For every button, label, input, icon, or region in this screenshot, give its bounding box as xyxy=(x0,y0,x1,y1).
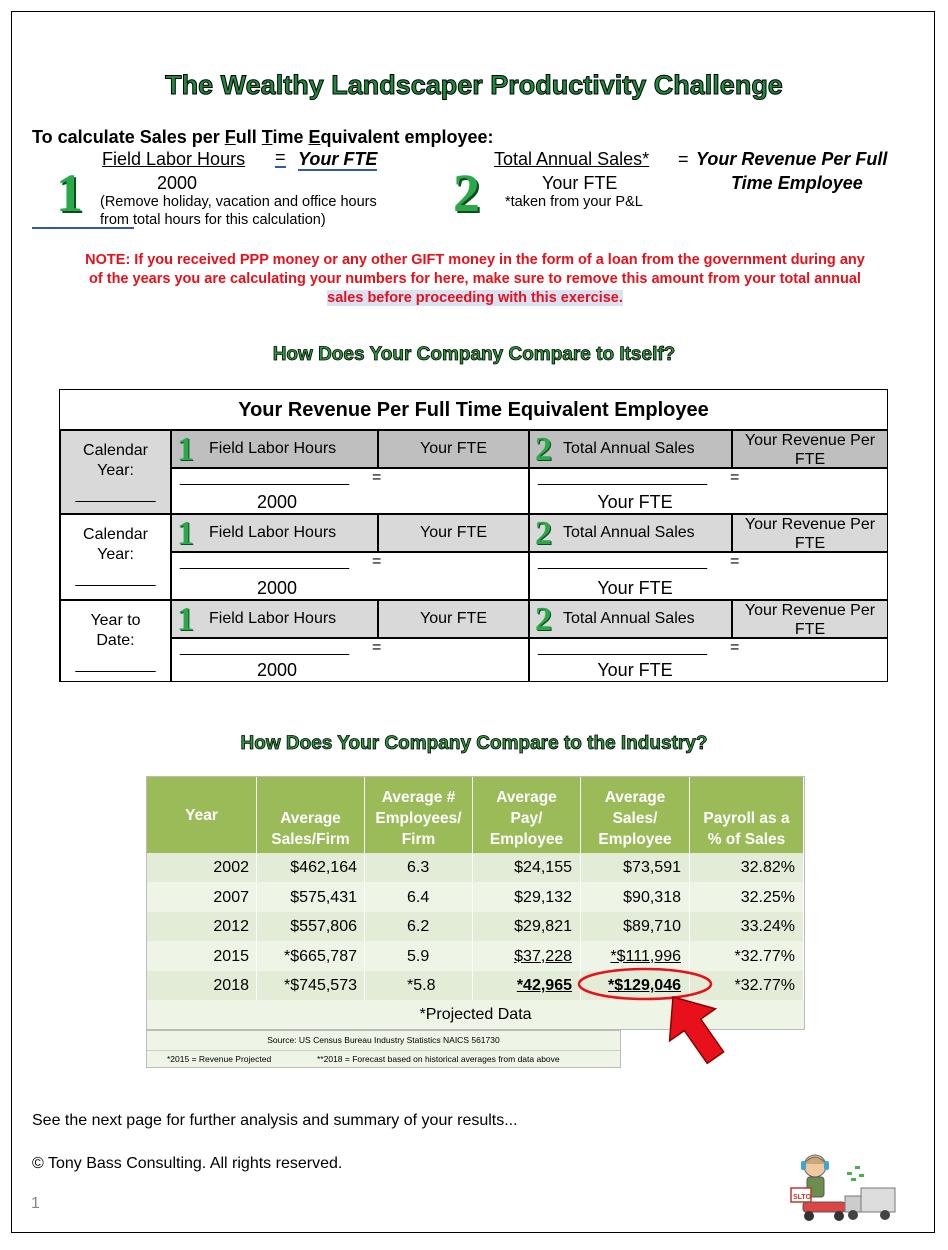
header-line: Year xyxy=(185,806,218,824)
table-cell: 32.82% xyxy=(690,853,804,882)
equals-sign: = xyxy=(372,553,382,570)
formula-denominator: 2000 xyxy=(256,660,298,680)
blank-line[interactable]: ___________________ xyxy=(180,639,350,656)
step-1-number: 1 xyxy=(177,601,194,638)
table-cell: *5.8 xyxy=(365,971,473,1000)
formula-denominator: Your FTE xyxy=(597,578,673,598)
step1-numerator: Field Labor Hours xyxy=(102,149,246,169)
revenue-per-fte-label-line1: Your Revenue Per xyxy=(744,602,876,619)
header-line: Employees/ xyxy=(375,810,462,827)
table-cell: $24,155 xyxy=(473,853,581,882)
header-line: Employee xyxy=(489,831,564,848)
table-cell: 6.3 xyxy=(365,853,473,882)
header-line: Average xyxy=(496,789,557,806)
step-2-number: 2 xyxy=(535,601,552,638)
step-1-number: 1 xyxy=(56,163,83,223)
logo-badge-text: SLTO xyxy=(793,1194,812,1201)
field-labor-hours-label: Field Labor Hours xyxy=(209,440,337,457)
formula-denominator: Your FTE xyxy=(597,660,673,680)
industry-column-header xyxy=(581,777,690,853)
step1-note-line1: (Remove holiday, vacation and office hours xyxy=(100,194,377,210)
fte-formula-cell[interactable] xyxy=(171,638,529,682)
revenue-per-fte-header xyxy=(732,600,888,638)
revenue-per-fte-label-line2: FTE xyxy=(794,451,826,468)
table-cell: 33.24% xyxy=(690,912,804,941)
formula-denominator: Your FTE xyxy=(597,492,673,512)
step1-denominator: 2000 xyxy=(157,173,198,193)
fte-formula-cell[interactable] xyxy=(171,552,529,600)
table-cell: *$665,787 xyxy=(257,942,365,971)
row-label-line1: Calendar xyxy=(83,442,148,459)
revenue-per-fte-label-line1: Your Revenue Per xyxy=(744,432,876,449)
note-line2: of the years you are calculating your numbers for here, make sure to remove this amount from your total annual xyxy=(89,271,861,287)
header-line: Average # xyxy=(381,789,456,806)
row-label-cell xyxy=(60,514,171,600)
formula-denominator: 2000 xyxy=(256,492,298,512)
table-cell: 2012 xyxy=(147,912,257,941)
step-1-number: 1 xyxy=(177,431,194,468)
copyright-text: © Tony Bass Consulting. All rights reserved. xyxy=(32,1155,343,1172)
total-annual-sales-label: Total Annual Sales xyxy=(563,440,695,457)
equals-sign: = xyxy=(372,469,382,486)
intro-heading: To calculate Sales per Full Time Equivalent employee: xyxy=(32,127,494,147)
row-label-line1: Calendar xyxy=(83,526,148,543)
industry-column-header xyxy=(147,777,257,853)
blank-line[interactable]: ___________________ xyxy=(180,469,350,486)
revenue-per-fte-label-line1: Your Revenue Per xyxy=(744,516,876,533)
step2-denominator: Your FTE xyxy=(542,173,618,193)
table-cell: *$745,573 xyxy=(257,971,365,1000)
equals-sign: = xyxy=(372,639,382,656)
total-annual-sales-header xyxy=(529,514,732,552)
revenue-table-header: Your Revenue Per Full Time Equivalent Employee xyxy=(60,390,887,430)
table-cell: $89,710 xyxy=(581,912,690,941)
revenue-formula-cell[interactable] xyxy=(529,638,888,682)
blank-line[interactable]: ___________________ xyxy=(180,553,350,570)
industry-column-header xyxy=(257,777,365,853)
revenue-formula-cell[interactable] xyxy=(529,468,888,514)
field-labor-hours-header xyxy=(171,514,378,552)
table-cell: 2007 xyxy=(147,883,257,912)
row-year-blank[interactable]: _________ xyxy=(75,656,156,673)
field-labor-hours-label: Field Labor Hours xyxy=(209,610,337,627)
step2-result-line2: Time Employee xyxy=(731,173,863,193)
table-cell: $557,806 xyxy=(257,912,365,941)
table-cell: $462,164 xyxy=(257,853,365,882)
projected-data-note: *Projected Data xyxy=(419,1006,532,1023)
blank-line[interactable]: ___________________ xyxy=(538,639,708,656)
step1-note-line2: from total hours for this calculation) xyxy=(100,212,326,228)
industry-column-header xyxy=(473,777,581,853)
field-labor-hours-header xyxy=(171,430,378,468)
page-number: 1 xyxy=(31,1195,40,1212)
ppp-note xyxy=(30,251,920,308)
header-line: Sales/ xyxy=(612,810,658,827)
row-year-blank[interactable]: _________ xyxy=(75,486,156,503)
total-annual-sales-header xyxy=(529,430,732,468)
step-2-number: 2 xyxy=(453,163,480,223)
table-row xyxy=(147,912,804,941)
total-annual-sales-header xyxy=(529,600,732,638)
table-cell: 6.4 xyxy=(365,883,473,912)
section-compare-itself-title: How Does Your Company Compare to Itself? xyxy=(272,344,676,365)
industry-source-box xyxy=(146,1030,621,1068)
table-row xyxy=(147,853,804,882)
industry-column-header xyxy=(690,777,804,853)
row-label-line1: Year to xyxy=(90,612,141,629)
row-label-cell xyxy=(60,430,171,514)
step1-note-underline xyxy=(32,227,134,229)
step2-numerator: Total Annual Sales* xyxy=(494,149,650,169)
step2-note: *taken from your P&L xyxy=(505,194,643,210)
table-cell: *32.77% xyxy=(690,942,804,971)
footnote-2015: *2015 = Revenue Projected xyxy=(167,1054,272,1064)
row-label-cell xyxy=(60,600,171,682)
header-line: Payroll as a xyxy=(703,810,790,827)
highlight-annotation xyxy=(570,962,750,1082)
industry-source: Source: US Census Bureau Industry Statistics NAICS 561730 xyxy=(267,1035,500,1045)
table-row xyxy=(147,883,804,912)
formula-denominator: 2000 xyxy=(256,578,298,598)
table-cell: $90,318 xyxy=(581,883,690,912)
equals-sign: = xyxy=(730,639,740,656)
header-line: Firm xyxy=(401,831,436,848)
table-cell: 2002 xyxy=(147,853,257,882)
footnote-2018: **2018 = Forecast based on historical averages from data above xyxy=(317,1054,560,1064)
table-cell: 2018 xyxy=(147,971,257,1000)
table-cell: *$129,046 xyxy=(581,971,690,1000)
row-label-line2: Year: xyxy=(97,546,134,563)
field-labor-hours-header xyxy=(171,600,378,638)
your-fte-header xyxy=(378,430,529,468)
equals-sign: = xyxy=(730,469,740,486)
total-annual-sales-label: Total Annual Sales xyxy=(563,610,695,627)
table-cell: *42,965 xyxy=(473,971,581,1000)
blank-line[interactable]: ___________________ xyxy=(538,469,708,486)
step1-equals: = xyxy=(275,147,286,167)
your-fte-label: Your FTE xyxy=(420,440,487,457)
page-title: The Wealthy Landscaper Productivity Challenge xyxy=(165,70,783,100)
step2-equals: = xyxy=(678,149,689,169)
table-cell: 5.9 xyxy=(365,942,473,971)
highlight-ellipse xyxy=(579,969,711,999)
revenue-per-fte-header xyxy=(732,430,888,468)
your-fte-header xyxy=(378,600,529,638)
header-line: Pay/ xyxy=(510,810,543,827)
table-cell: 6.2 xyxy=(365,912,473,941)
step-2-number: 2 xyxy=(535,431,552,468)
table-cell: 2015 xyxy=(147,942,257,971)
your-fte-label: Your FTE xyxy=(420,524,487,541)
field-labor-hours-label: Field Labor Hours xyxy=(209,524,337,541)
row-year-blank[interactable]: _________ xyxy=(75,570,156,587)
revenue-formula-cell[interactable] xyxy=(529,552,888,600)
header-line: Average xyxy=(280,810,341,827)
table-cell: $29,132 xyxy=(473,883,581,912)
your-fte-header xyxy=(378,514,529,552)
header-line: Average xyxy=(604,789,666,806)
next-page-text: See the next page for further analysis and summary of your results... xyxy=(32,1112,518,1129)
table-cell: 32.25% xyxy=(690,883,804,912)
note-line3: sales before proceeding with this exercise. xyxy=(327,290,623,306)
your-fte-label: Your FTE xyxy=(420,610,487,627)
table-cell: $29,821 xyxy=(473,912,581,941)
revenue-per-fte-table xyxy=(59,389,888,682)
step-1-number: 1 xyxy=(177,515,194,552)
table-cell: *32.77% xyxy=(690,971,804,1000)
header-line: Employee xyxy=(598,831,672,848)
table-cell: $575,431 xyxy=(257,883,365,912)
header-line: % of Sales xyxy=(707,831,786,848)
revenue-per-fte-label-line2: FTE xyxy=(794,621,826,638)
table-cell: *$111,996 xyxy=(581,942,690,971)
table-cell: $73,591 xyxy=(581,853,690,882)
revenue-per-fte-header xyxy=(732,514,888,552)
section-compare-industry-title: How Does Your Company Compare to the Industry? xyxy=(240,733,708,754)
revenue-per-fte-label-line2: FTE xyxy=(794,535,826,552)
row-label-line2: Year: xyxy=(97,462,134,479)
row-label-line2: Date: xyxy=(96,632,135,649)
fte-formula-cell[interactable] xyxy=(171,468,529,514)
step1-result: Your FTE xyxy=(298,149,378,169)
industry-column-header xyxy=(365,777,473,853)
table-cell: $37,228 xyxy=(473,942,581,971)
landscaper-logo-icon xyxy=(773,1150,903,1225)
total-annual-sales-label: Total Annual Sales xyxy=(563,524,695,541)
step2-result-line1: Your Revenue Per Full xyxy=(696,149,888,169)
equals-sign: = xyxy=(730,553,740,570)
step-2-number: 2 xyxy=(535,515,552,552)
blank-line[interactable]: ___________________ xyxy=(538,553,708,570)
header-line: Sales/Firm xyxy=(271,831,350,848)
note-line1: NOTE: If you received PPP money or any other GIFT money in the form of a loan from the government during any xyxy=(85,252,865,268)
